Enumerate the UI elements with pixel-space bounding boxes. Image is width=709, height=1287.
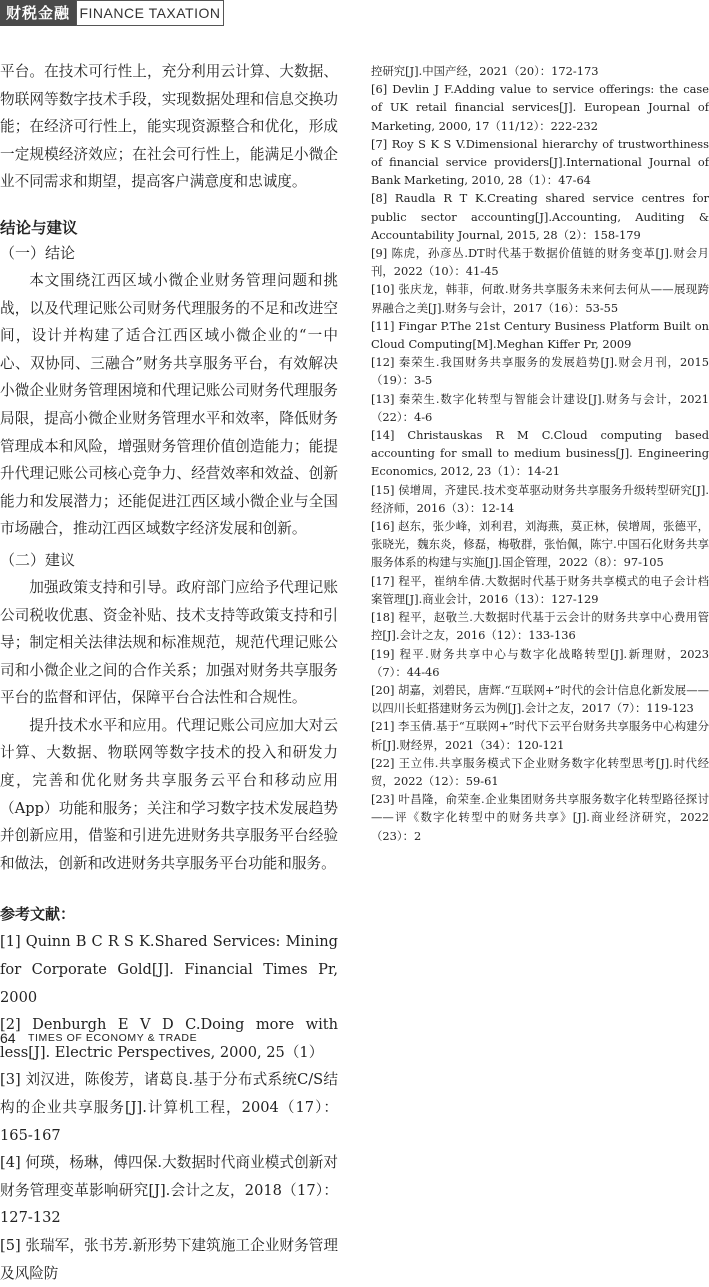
column-label-en: FINANCE TAXATION [76,0,224,26]
reference-list-right [371,62,709,845]
suggestion-paragraph-2: 提升技术水平和应用。代理记账公司应加大对云计算、大数据、物联网等数字技术的投入和研发力度，完善和优化财务共享服务云平台和移动应用（App）功能和服务；关注和学习数字技术发展趋势并创新应用，借鉴和引进先进财务共享服务平台经验和做法，创新和改进财务共享服务平台功能和服务。 [0,716,338,872]
reference-item: [6] Devlin J F.Adding value to service offerings: the case of UK retail financial services[J]. European Journal of Marketing, 2000, 17（11/12）：222-232 [371,82,709,133]
reference-item: [1] Quinn B C R S K.Shared Services: Mining for Corporate Gold[J]. Financial Times Pr, 2000 [0,933,338,1006]
intro-paragraph: 平台。在技术可行性上，充分利用云计算、大数据、物联网等数字技术手段，实现数据处理和信息交换功能；在经济可行性上，能实现资源整合和优化，形成一定规模经济效应；在社会可行性上，能满足小微企业不同需求和期望，提高客户满意度和忠诚度。 [0,63,338,191]
reference-item: [23] 叶昌隆，俞荣奎.企业集团财务共享服务数字化转型路径探讨——评《数字化转型中的财务共享》[J].商业经济研究，2022（23）：2 [371,792,709,843]
subsection-conclusion-title: （一）结论 [0,243,76,262]
reference-item: [22] 王立伟.共享服务模式下企业财务数字化转型思考[J].时代经贸，2022（12）：59-61 [371,755,709,788]
reference-item: [12] 秦荣生.我国财务共享服务的发展趋势[J].财会月刊，2015（19）：3-5 [371,355,709,388]
column-label-cn: 财税金融 [0,0,76,26]
reference-item: [11] Fingar P.The 21st Century Business Platform Built on Cloud Computing[M].Meghan Kiffer Pr, 2009 [371,318,709,352]
reference-item: [4] 何瑛，杨琳，傅四保.大数据时代商业模式创新对财务管理变革影响研究[J].会计之友，2018（17）：127-132 [0,1154,338,1227]
reference-item: [2] Denburgh E V D C.Doing more with less[J]. Electric Perspectives, 2000, 25（1） [0,1016,338,1061]
conclusion-paragraph: 本文围绕江西区域小微企业财务管理问题和挑战，以及代理记账公司财务代理服务的不足和改进空间，设计并构建了适合江西区域小微企业的“一中心、双协同、三融合”财务共享服务平台，有效解决小微企业财务管理困境和代理记账公司财务代理服务局限，提高小微企业财务管理水平和效率，降低财务管理成本和风险，增强财务管理价值创造能力；能提升代理记账公司核心竞争力、经营效率和效益、创新能力和发展潜力；还能促进江西区域小微企业与全国市场融合，推动江西区域数字经济发展和创新。 [0,271,338,538]
reference-item: [9] 陈虎，孙彦丛.DT时代基于数据价值链的财务变革[J].财会月刊，2022（10）：41-45 [371,246,709,279]
reference-item: [10] 张庆龙，韩菲，何敢.财务共享服务未来何去何从——展现跨界融合之美[J].财务与会计，2017（16）：53-55 [371,282,709,315]
reference-item: [14] Christauskas R M C.Cloud computing based accounting for small to medium business[J]. Engineering Economics, 2012, 23（1）：14-21 [371,428,709,479]
page-footer [0,1030,709,1048]
page-header [0,0,709,26]
reference-item: [19] 程平.财务共享中心与数字化战略转型[J].新理财，2023（7）：44-46 [371,646,709,679]
reference-item: [20] 胡嘉，刘碧民，唐辉.“互联网+”时代的会计信息化新发展——以四川长虹搭建财务云为例[J].会计之友，2017（7）：119-123 [371,682,709,716]
reference-item: [21] 李玉倩.基于“互联网+”时代下云平台财务共享服务中心构建分析[J].财经界，2021（34）：120-121 [371,719,709,752]
reference-item: [8] Raudla R T K.Creating shared service centres for public sector accounting[J].Accounting, Auditing & Accountability Journal, 2015, 28（2）：158-179 [371,191,709,242]
page-number: 64 [0,1030,16,1046]
suggestion-paragraph-1: 加强政策支持和引导。政府部门应给予代理记账公司税收优惠、资金补贴、技术支持等政策支持和引导；制定相关法律法规和标准规范，规范代理记账公司和小微企业之间的合作关系；加强对财务共享服务平台的监督和评估，保障平台合法性和合规性。 [0,578,338,707]
reference-item: [17] 程平，崔纳牟倩.大数据时代基于财务共享模式的电子会计档案管理[J].商业会计，2016（13）：127-129 [371,573,709,606]
reference-item: [16] 赵东，张少峰，刘利君，刘海燕，莫正林，侯增周，张德平，张晓光，魏东炎，修磊，梅敬群，张怡佩，陈宁.中国石化财务共享服务体系的构建与实施[J].国企管理，2022（8）：97-105 [371,519,709,570]
reference-item: [13] 秦荣生.数字化转型与智能会计建设[J].财务与会计，2021（22）：4-6 [371,391,709,424]
reference-item: [5] 张瑞军，张书芳.新形势下建筑施工企业财务管理及风险防 [0,1236,338,1282]
publication-name: TIMES OF ECONOMY & TRADE [28,1032,198,1044]
left-column [0,58,338,1287]
subsection-suggestion-title: （二）建议 [0,550,76,569]
reference-item: [15] 侯增周，齐建民.技术变革驱动财务共享服务升级转型研究[J].经济师，2016（3）：12-14 [371,482,709,515]
right-column [371,62,709,845]
reference-item: [7] Roy S K S V.Dimensional hierarchy of trustworthiness of financial service providers[J].International Journal of Bank Marketing, 2010, 28（1）：47-64 [371,136,709,188]
reference-item: [18] 程平，赵敬兰.大数据时代基于云会计的财务共享中心费用管控[J].会计之友，2016（12）：133-136 [371,610,709,643]
reference-item: 控研究[J].中国产经，2021（20）：172-173 [371,64,599,78]
reference-list-left [0,928,338,1287]
reference-item: [3] 刘汉进，陈俊芳，诸葛良.基于分布式系统C/S结构的企业共享服务[J].计算机工程，2004（17）：165-167 [0,1071,338,1144]
section-title: 结论与建议 [0,218,78,237]
references-title: 参考文献： [0,905,76,924]
